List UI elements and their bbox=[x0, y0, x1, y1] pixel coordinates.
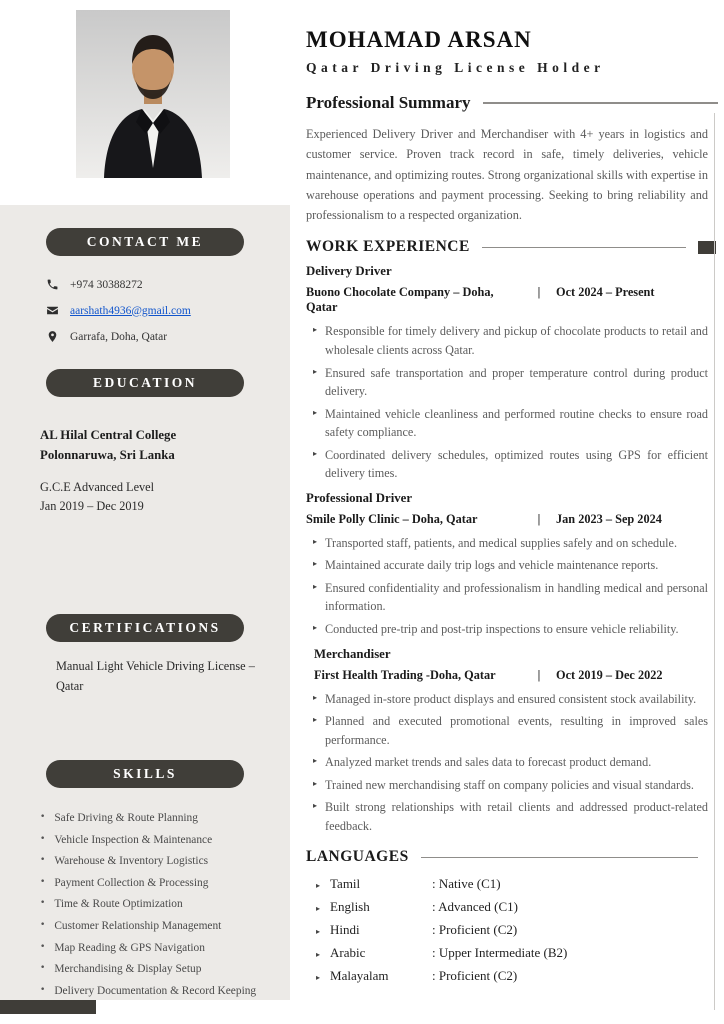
language-name: Malayalam bbox=[330, 968, 389, 984]
summary-section-header bbox=[306, 93, 718, 113]
bullet-icon: • bbox=[40, 876, 46, 887]
skill-item bbox=[40, 896, 276, 913]
language-name: Hindi bbox=[330, 922, 360, 938]
bullet-icon: • bbox=[40, 984, 46, 995]
bullet-icon: ▸ bbox=[316, 950, 321, 960]
skill-label: Map Reading & GPS Navigation bbox=[54, 941, 205, 954]
section-rule bbox=[421, 857, 698, 859]
bullet-icon: ▸ bbox=[313, 448, 318, 458]
profile-photo bbox=[76, 10, 230, 178]
skills-section-title: SKILLS bbox=[113, 766, 177, 782]
bullet-icon: • bbox=[40, 941, 46, 952]
mail-icon bbox=[46, 304, 59, 317]
skill-label: Warehouse & Inventory Logistics bbox=[54, 855, 209, 868]
bullet-icon: ▸ bbox=[313, 778, 318, 788]
job-entry bbox=[306, 647, 708, 836]
contact-section-title: CONTACT ME bbox=[86, 234, 204, 249]
education-location: Polonnaruwa, Sri Lanka bbox=[40, 447, 175, 462]
skill-item bbox=[40, 875, 276, 892]
skill-label: Vehicle Inspection & Maintenance bbox=[54, 833, 213, 846]
bullet-icon: ▸ bbox=[313, 715, 318, 725]
bullet-text: Coordinated delivery schedules, optimized routes using GPS for efficient delivery times. bbox=[325, 447, 708, 481]
language-item bbox=[316, 945, 708, 961]
language-name: Tamil bbox=[330, 876, 361, 892]
sidebar-footer-bar bbox=[0, 1000, 96, 1014]
job-dates: Oct 2024 – Present bbox=[556, 285, 655, 300]
separator: | bbox=[537, 511, 541, 526]
bullet-text: Analyzed market trends and sales data to forecast product demand. bbox=[325, 755, 652, 770]
job-bullet bbox=[313, 798, 708, 835]
skill-item bbox=[40, 961, 276, 978]
bullet-icon: ▸ bbox=[313, 536, 318, 546]
job-company-line bbox=[306, 285, 708, 315]
job-bullet bbox=[313, 534, 708, 553]
job-bullet-list bbox=[306, 534, 708, 639]
skill-item bbox=[40, 810, 276, 827]
languages-title: LANGUAGES bbox=[306, 848, 409, 866]
bullet-text: Maintained accurate daily trip logs and vehicle maintenance reports. bbox=[325, 558, 659, 573]
bullet-icon: ▸ bbox=[313, 756, 318, 766]
contact-email-row bbox=[46, 304, 290, 317]
candidate-name: MOHAMAD ARSAN bbox=[306, 27, 532, 52]
language-level: : Proficient (C2) bbox=[432, 968, 518, 984]
bullet-icon: ▸ bbox=[316, 904, 321, 914]
education-section-header bbox=[46, 369, 244, 397]
bullet-icon: ▸ bbox=[313, 366, 318, 376]
bullet-icon: ▸ bbox=[313, 622, 318, 632]
bullet-text: Planned and executed promotional events, resulting in improved sales performance. bbox=[325, 714, 708, 747]
skill-item bbox=[40, 918, 276, 935]
job-bullet bbox=[313, 322, 708, 359]
certification-item: Manual Light Vehicle Driving License – Qatar bbox=[56, 659, 255, 693]
contact-phone-value: +974 30388272 bbox=[70, 278, 143, 291]
languages-section-header bbox=[306, 848, 698, 866]
location-icon bbox=[46, 330, 59, 343]
email-link[interactable]: aarshath4936@gmail.com bbox=[70, 304, 191, 317]
summary-text: Experienced Delivery Driver and Merchandiser with 4+ years in logistics and customer service. Proven track record in safe, timely deliveries, vehicle maintenance, and optimizing routes. Strong organizational skills with expertise in warehouse operations and payment processing. Seeking to bring reliability and professionalism to a respected organization. bbox=[306, 127, 708, 223]
job-dates: Jan 2023 – Sep 2024 bbox=[556, 511, 662, 526]
job-bullet bbox=[313, 556, 708, 575]
contact-location-row bbox=[46, 330, 290, 343]
bullet-text: Ensured safe transportation and proper temperature control during product delivery. bbox=[325, 365, 708, 399]
skill-item bbox=[40, 983, 276, 1000]
skill-label: Customer Relationship Management bbox=[54, 920, 222, 932]
contact-phone-row bbox=[46, 278, 290, 291]
separator: | bbox=[537, 285, 541, 300]
sidebar bbox=[0, 205, 290, 1000]
bullet-icon: • bbox=[40, 898, 46, 909]
language-item bbox=[316, 876, 708, 892]
skill-item bbox=[40, 832, 276, 849]
skill-label: Time & Route Optimization bbox=[54, 898, 183, 911]
job-bullet bbox=[313, 776, 708, 795]
bullet-text: Transported staff, patients, and medical supplies safely and on schedule. bbox=[325, 535, 678, 550]
languages-list bbox=[316, 876, 708, 984]
bullet-text: Ensured confidentiality and professionalism in handling medical and personal information. bbox=[325, 580, 708, 614]
education-degree: G.C.E Advanced Level bbox=[40, 479, 155, 494]
job-role: Merchandiser bbox=[314, 646, 391, 661]
education-school: AL Hilal Central College bbox=[40, 428, 177, 442]
job-bullet bbox=[313, 579, 708, 616]
job-company: Smile Polly Clinic – Doha, Qatar bbox=[306, 511, 478, 526]
language-level: : Upper Intermediate (B2) bbox=[432, 945, 568, 961]
skill-label: Safe Driving & Route Planning bbox=[54, 812, 198, 825]
section-rule bbox=[483, 102, 719, 104]
bullet-icon: • bbox=[40, 963, 46, 974]
language-item bbox=[316, 922, 708, 938]
language-item bbox=[316, 899, 708, 915]
language-name: Arabic bbox=[330, 945, 366, 961]
certifications-section-title: CERTIFICATIONS bbox=[69, 620, 221, 635]
job-bullet bbox=[313, 364, 708, 401]
job-company-line bbox=[306, 512, 708, 527]
bullet-text: Trained new merchandising staff on company policies and visual standards. bbox=[325, 777, 694, 792]
bullet-icon: ▸ bbox=[316, 973, 321, 983]
separator: | bbox=[537, 667, 541, 682]
job-company-line bbox=[306, 668, 708, 683]
bullet-icon: ▸ bbox=[313, 407, 318, 417]
bullet-text: Responsible for timely delivery and pickup of chocolate products to retail and wholesale clients across Qatar. bbox=[325, 324, 708, 357]
bullet-icon: ▸ bbox=[313, 581, 318, 591]
skill-label: Payment Collection & Processing bbox=[54, 876, 209, 889]
job-entry bbox=[306, 264, 708, 482]
skills-list bbox=[40, 810, 276, 999]
summary-title: Professional Summary bbox=[306, 93, 471, 112]
resume-main-content bbox=[306, 0, 724, 991]
job-bullet bbox=[313, 690, 708, 709]
job-bullet-list bbox=[306, 690, 708, 836]
language-name: English bbox=[330, 899, 370, 915]
section-rule bbox=[482, 247, 686, 249]
education-section-title: EDUCATION bbox=[92, 375, 197, 390]
contact-location-value: Garrafa, Doha, Qatar bbox=[70, 330, 168, 343]
job-dates: Oct 2019 – Dec 2022 bbox=[556, 667, 663, 682]
job-company: Buono Chocolate Company – Doha, Qatar bbox=[306, 285, 494, 315]
candidate-subtitle: Qatar Driving License Holder bbox=[306, 60, 605, 75]
certifications-section-header bbox=[46, 614, 244, 642]
language-level: : Proficient (C2) bbox=[432, 922, 518, 938]
bullet-icon: • bbox=[40, 833, 46, 844]
bullet-icon: • bbox=[40, 920, 46, 930]
bullet-icon: • bbox=[40, 812, 46, 823]
bullet-text: Conducted pre-trip and post-trip inspections to ensure vehicle reliability. bbox=[325, 621, 679, 636]
job-role: Delivery Driver bbox=[306, 264, 392, 279]
bullet-icon: ▸ bbox=[313, 801, 318, 811]
experience-title: WORK EXPERIENCE bbox=[306, 238, 470, 256]
education-entry bbox=[40, 426, 268, 517]
skill-item bbox=[40, 940, 276, 957]
job-entry bbox=[306, 491, 708, 639]
job-bullet bbox=[313, 620, 708, 639]
job-bullet bbox=[313, 753, 708, 772]
language-level: : Native (C1) bbox=[432, 876, 501, 892]
bullet-text: Managed in-store product displays and ensured consistent stock availability. bbox=[325, 691, 697, 706]
bullet-icon: ▸ bbox=[313, 325, 318, 335]
language-item bbox=[316, 968, 708, 984]
job-bullet bbox=[313, 712, 708, 749]
bullet-text: Maintained vehicle cleanliness and performed routine checks to ensure road safety compliance. bbox=[325, 406, 708, 440]
skill-label: Delivery Documentation & Record Keeping bbox=[54, 984, 257, 997]
job-bullet-list bbox=[306, 322, 708, 482]
bullet-text: Built strong relationships with retail clients and addressed product-related feedback. bbox=[325, 800, 708, 833]
experience-section-header bbox=[306, 238, 716, 256]
skill-label: Merchandising & Display Setup bbox=[54, 963, 202, 976]
job-company: First Health Trading -Doha, Qatar bbox=[314, 667, 496, 682]
contact-section-header bbox=[46, 228, 244, 256]
skill-item bbox=[40, 853, 276, 870]
education-dates: Jan 2019 – Dec 2019 bbox=[40, 499, 144, 514]
bullet-icon: ▸ bbox=[313, 559, 318, 569]
job-bullet bbox=[313, 405, 708, 442]
bullet-icon: ▸ bbox=[313, 692, 318, 702]
job-bullet bbox=[313, 446, 708, 483]
contact-list bbox=[46, 278, 290, 343]
bullet-icon: ▸ bbox=[316, 927, 321, 937]
language-level: : Advanced (C1) bbox=[432, 899, 518, 915]
skills-section-header bbox=[46, 760, 244, 788]
job-role: Professional Driver bbox=[306, 490, 413, 505]
bullet-icon: • bbox=[40, 855, 46, 866]
phone-icon bbox=[46, 278, 59, 291]
person-portrait-illustration bbox=[76, 10, 230, 178]
right-edge-rule bbox=[714, 113, 715, 1010]
bullet-icon: ▸ bbox=[316, 881, 321, 891]
